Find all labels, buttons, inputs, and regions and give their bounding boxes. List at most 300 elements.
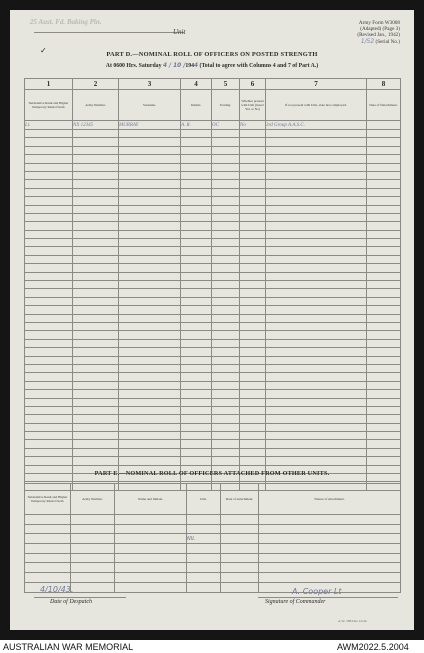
table-cell [212, 239, 240, 247]
table-row [25, 205, 401, 213]
table-row [25, 314, 401, 322]
table-cell [119, 440, 181, 448]
table-row [25, 297, 401, 305]
table-cell [240, 297, 266, 305]
table-cell [259, 544, 401, 554]
table-cell [212, 146, 240, 154]
table-cell [181, 163, 212, 171]
table-cell [240, 272, 266, 280]
table-cell [367, 130, 401, 138]
serial-value: 1/52 [360, 37, 375, 45]
table-cell [266, 163, 367, 171]
table-cell [25, 171, 73, 179]
table-cell [212, 373, 240, 381]
table-row [25, 222, 401, 230]
table-cell [25, 297, 73, 305]
table-cell [240, 432, 266, 440]
table-cell [181, 457, 212, 465]
table-cell [73, 306, 119, 314]
form-page [10, 10, 414, 630]
table-cell [73, 281, 119, 289]
table-cell [212, 163, 240, 171]
table-cell [73, 155, 119, 163]
table-cell [115, 573, 187, 583]
table-cell [367, 289, 401, 297]
table-cell [266, 281, 367, 289]
accession-number: AWM2022.5.2004 [337, 642, 409, 652]
table-cell [119, 138, 181, 146]
col-header: Surname. [119, 90, 181, 121]
table-cell [181, 197, 212, 205]
table-cell [367, 457, 401, 465]
table-cell [240, 322, 266, 330]
table-cell [266, 289, 367, 297]
table-cell [240, 239, 266, 247]
table-cell [181, 364, 212, 372]
col-number: 5 [212, 79, 240, 90]
table-row [25, 306, 401, 314]
col-number: 3 [119, 79, 181, 90]
table-cell [212, 197, 240, 205]
table-cell [119, 432, 181, 440]
table-cell [181, 406, 212, 414]
table-row [25, 381, 401, 389]
table-cell [266, 406, 367, 414]
table-cell [367, 297, 401, 305]
table-cell [119, 205, 181, 213]
table-cell [73, 264, 119, 272]
table-cell [73, 213, 119, 221]
table-cell [240, 390, 266, 398]
table-cell [212, 188, 240, 196]
table-cell [266, 205, 367, 213]
table-cell [367, 205, 401, 213]
table-cell [119, 423, 181, 431]
table-cell [181, 331, 212, 339]
serial-label: (Serial No.) [375, 38, 400, 45]
table-cell [181, 205, 212, 213]
part-d-title: PART D.—NOMINAL ROLL OF OFFICERS ON POSTED STRENGTH [106, 51, 318, 58]
table-cell [115, 582, 187, 592]
table-cell [240, 306, 266, 314]
table-cell [266, 448, 367, 456]
table-cell [367, 390, 401, 398]
table-cell [73, 188, 119, 196]
table-row [25, 230, 401, 238]
table-cell [240, 406, 266, 414]
table-cell [71, 573, 115, 583]
table-cell [240, 197, 266, 205]
table-cell [266, 255, 367, 263]
table-cell [71, 553, 115, 563]
table-cell [367, 188, 401, 196]
table-cell [367, 406, 401, 414]
table-row [25, 406, 401, 414]
table-cell [181, 239, 212, 247]
part-d-dateline [10, 63, 414, 69]
table-cell [25, 247, 73, 255]
entry-army-number: NX 12345 [73, 121, 119, 130]
table-row [25, 281, 401, 289]
table-cell [367, 213, 401, 221]
table-cell [266, 297, 367, 305]
table-cell [266, 339, 367, 347]
form-line: (Revised Jan., 1942) [357, 32, 400, 39]
table-cell [181, 171, 212, 179]
table-cell [25, 239, 73, 247]
table-cell [181, 213, 212, 221]
table-cell [367, 264, 401, 272]
table-cell [119, 146, 181, 154]
table-cell [25, 373, 73, 381]
col-header: Nature of Attachment. [259, 484, 401, 515]
table-cell [240, 348, 266, 356]
table-cell [71, 534, 115, 544]
table-cell [73, 130, 119, 138]
table-cell [212, 264, 240, 272]
entry-employment: 3rd Group A.A.S.C. [266, 121, 367, 130]
table-cell [266, 272, 367, 280]
table-cell [181, 415, 212, 423]
col-number: 4 [181, 79, 212, 90]
table-row [25, 339, 401, 347]
table-cell [367, 432, 401, 440]
table-row [25, 563, 401, 573]
table-cell [221, 515, 259, 525]
table-cell [367, 440, 401, 448]
table-cell [240, 356, 266, 364]
table-cell [25, 264, 73, 272]
table-cell [25, 222, 73, 230]
table-cell [266, 331, 367, 339]
table-cell [119, 457, 181, 465]
table-cell [367, 180, 401, 188]
table-cell [73, 272, 119, 280]
table-cell [73, 163, 119, 171]
table-cell [181, 423, 212, 431]
table-row [25, 415, 401, 423]
table-cell [266, 171, 367, 179]
form-line: Army Form W3008 [358, 20, 400, 26]
table-cell [367, 339, 401, 347]
table-cell [240, 188, 266, 196]
table-cell [212, 205, 240, 213]
table-cell [73, 171, 119, 179]
table-row [25, 534, 401, 544]
table-row [25, 356, 401, 364]
table-cell [25, 563, 71, 573]
table-cell [25, 188, 73, 196]
table-cell [181, 297, 212, 305]
table-cell [240, 281, 266, 289]
table-row [25, 524, 401, 534]
table-cell [266, 423, 367, 431]
table-cell [25, 432, 73, 440]
table-cell [367, 171, 401, 179]
table-cell [25, 314, 73, 322]
table-cell [73, 247, 119, 255]
table-cell [25, 322, 73, 330]
table-cell [221, 553, 259, 563]
part-d-table [24, 78, 401, 491]
table-cell [212, 348, 240, 356]
table-cell [119, 155, 181, 163]
part-e-table [24, 483, 401, 593]
table-cell [266, 390, 367, 398]
table-cell [266, 230, 367, 238]
table-cell [181, 448, 212, 456]
table-cell [119, 239, 181, 247]
year-value: 4 [194, 63, 199, 69]
table-row [25, 146, 401, 154]
table-cell [240, 247, 266, 255]
table-cell [181, 155, 212, 163]
table-cell [119, 230, 181, 238]
table-cell [25, 255, 73, 263]
table-row [25, 432, 401, 440]
table-cell [240, 230, 266, 238]
table-cell [367, 239, 401, 247]
table-cell [266, 247, 367, 255]
table-cell [73, 180, 119, 188]
table-cell [73, 197, 119, 205]
table-cell [25, 356, 73, 364]
entry-detachment-date [367, 121, 401, 130]
table-cell [212, 180, 240, 188]
table-cell [266, 197, 367, 205]
table-cell [25, 306, 73, 314]
table-cell [181, 440, 212, 448]
table-cell [181, 289, 212, 297]
table-cell [212, 448, 240, 456]
signature-label: Signature of Commander [265, 599, 326, 605]
table-cell [25, 130, 73, 138]
table-cell [240, 222, 266, 230]
table-cell [367, 163, 401, 171]
table-cell [259, 534, 401, 544]
table-cell [119, 390, 181, 398]
table-cell [115, 544, 187, 554]
table-cell [240, 415, 266, 423]
table-cell [73, 239, 119, 247]
table-cell [25, 163, 73, 171]
table-cell [25, 381, 73, 389]
table-cell [71, 544, 115, 554]
table-cell [181, 398, 212, 406]
table-row [25, 582, 401, 592]
table-cell [73, 356, 119, 364]
table-cell [367, 364, 401, 372]
table-cell [212, 457, 240, 465]
table-cell [221, 544, 259, 554]
table-cell [181, 264, 212, 272]
table-cell [367, 146, 401, 154]
col-number: 2 [73, 79, 119, 90]
table-cell [119, 364, 181, 372]
table-cell [73, 406, 119, 414]
table-cell [25, 553, 71, 563]
table-row [25, 255, 401, 263]
table-cell [25, 348, 73, 356]
table-cell [25, 448, 73, 456]
table-cell [181, 322, 212, 330]
table-cell [181, 272, 212, 280]
table-cell [73, 398, 119, 406]
table-cell [367, 423, 401, 431]
table-cell [25, 146, 73, 154]
table-row [25, 373, 401, 381]
table-row [25, 448, 401, 456]
table-cell [367, 398, 401, 406]
table-cell [119, 406, 181, 414]
col-header: Date of Attachment. [221, 484, 259, 515]
table-cell [240, 364, 266, 372]
table-cell [73, 339, 119, 347]
table-cell [367, 230, 401, 238]
table-cell [115, 524, 187, 534]
table-cell [187, 573, 221, 583]
at-text: At 0600 Hrs. Saturday [105, 63, 162, 69]
unit-note: NIL [187, 534, 221, 544]
table-row [25, 553, 401, 563]
table-cell [212, 398, 240, 406]
table-cell [187, 515, 221, 525]
table-row [25, 440, 401, 448]
table-cell [73, 297, 119, 305]
table-row [25, 322, 401, 330]
table-cell [367, 281, 401, 289]
table-cell [25, 272, 73, 280]
table-cell [212, 171, 240, 179]
table-cell [73, 457, 119, 465]
table-cell [25, 415, 73, 423]
form-line: (Adapted) (Page 3) [360, 26, 400, 33]
table-cell [212, 432, 240, 440]
table-cell [259, 515, 401, 525]
table-cell [25, 205, 73, 213]
table-cell [212, 230, 240, 238]
table-cell [73, 230, 119, 238]
table-cell [73, 381, 119, 389]
table-row [25, 155, 401, 163]
table-cell [25, 197, 73, 205]
col-header: Posting. [212, 90, 240, 121]
table-cell [221, 563, 259, 573]
table-cell [119, 348, 181, 356]
table-cell [119, 264, 181, 272]
total-note: (Total to agree with Columns 4 and 7 of Part A.) [199, 63, 319, 69]
table-cell [73, 364, 119, 372]
table-cell [212, 289, 240, 297]
table-cell [221, 573, 259, 583]
table-cell [266, 440, 367, 448]
table-cell [119, 373, 181, 381]
table-cell [240, 138, 266, 146]
table-cell [240, 398, 266, 406]
table-cell [119, 448, 181, 456]
table-cell [240, 255, 266, 263]
table-cell [212, 255, 240, 263]
tick-mark-icon: ✓ [40, 46, 47, 55]
table-cell [367, 255, 401, 263]
table-cell [73, 390, 119, 398]
archive-caption: AUSTRALIAN WAR MEMORIAL [3, 642, 134, 652]
col-header: Army Number. [71, 484, 115, 515]
table-cell [221, 524, 259, 534]
table-cell [73, 415, 119, 423]
entry-posting: OC [212, 121, 240, 130]
table-row [25, 272, 401, 280]
table-cell [115, 515, 187, 525]
table-cell [119, 213, 181, 221]
column-number-row [25, 79, 401, 90]
table-cell [367, 272, 401, 280]
table-cell [25, 230, 73, 238]
table-cell [212, 138, 240, 146]
table-cell [212, 415, 240, 423]
table-cell [181, 222, 212, 230]
table-cell [119, 180, 181, 188]
table-cell [73, 314, 119, 322]
table-cell [367, 448, 401, 456]
table-cell [367, 155, 401, 163]
entry-initials: A. R. [181, 121, 212, 130]
table-row [25, 138, 401, 146]
table-cell [266, 348, 367, 356]
col-header: Whether present with Unit (insert Yes or No) [240, 90, 266, 121]
table-cell [212, 423, 240, 431]
table-cell [181, 138, 212, 146]
table-cell [181, 348, 212, 356]
table-cell [240, 373, 266, 381]
table-cell [266, 155, 367, 163]
table-cell [367, 322, 401, 330]
table-cell [212, 155, 240, 163]
table-cell [266, 180, 367, 188]
table-cell [212, 331, 240, 339]
table-cell [259, 524, 401, 534]
entry-surname: MURRAY [119, 121, 181, 130]
table-row [25, 247, 401, 255]
table-cell [240, 130, 266, 138]
table-cell [25, 544, 71, 554]
table-cell [266, 306, 367, 314]
table-cell [367, 247, 401, 255]
table-cell [187, 524, 221, 534]
table-cell [181, 432, 212, 440]
table-cell [212, 314, 240, 322]
table-cell [181, 230, 212, 238]
despatch-date-value: 4/10/43. [40, 585, 74, 594]
despatch-line [34, 597, 126, 598]
table-cell [73, 146, 119, 154]
table-cell [73, 440, 119, 448]
table-row [25, 398, 401, 406]
table-row [25, 348, 401, 356]
table-cell [187, 582, 221, 592]
table-cell [25, 281, 73, 289]
table-cell [367, 197, 401, 205]
table-cell [71, 515, 115, 525]
table-cell [266, 213, 367, 221]
table-cell [212, 306, 240, 314]
table-cell [119, 171, 181, 179]
part-e-title: PART E.—NOMINAL ROLL OF OFFICERS ATTACHED FROM OTHER UNITS. [94, 470, 330, 477]
table-cell [73, 138, 119, 146]
table-cell [25, 423, 73, 431]
entry-present: No [240, 121, 266, 130]
table-cell [266, 373, 367, 381]
